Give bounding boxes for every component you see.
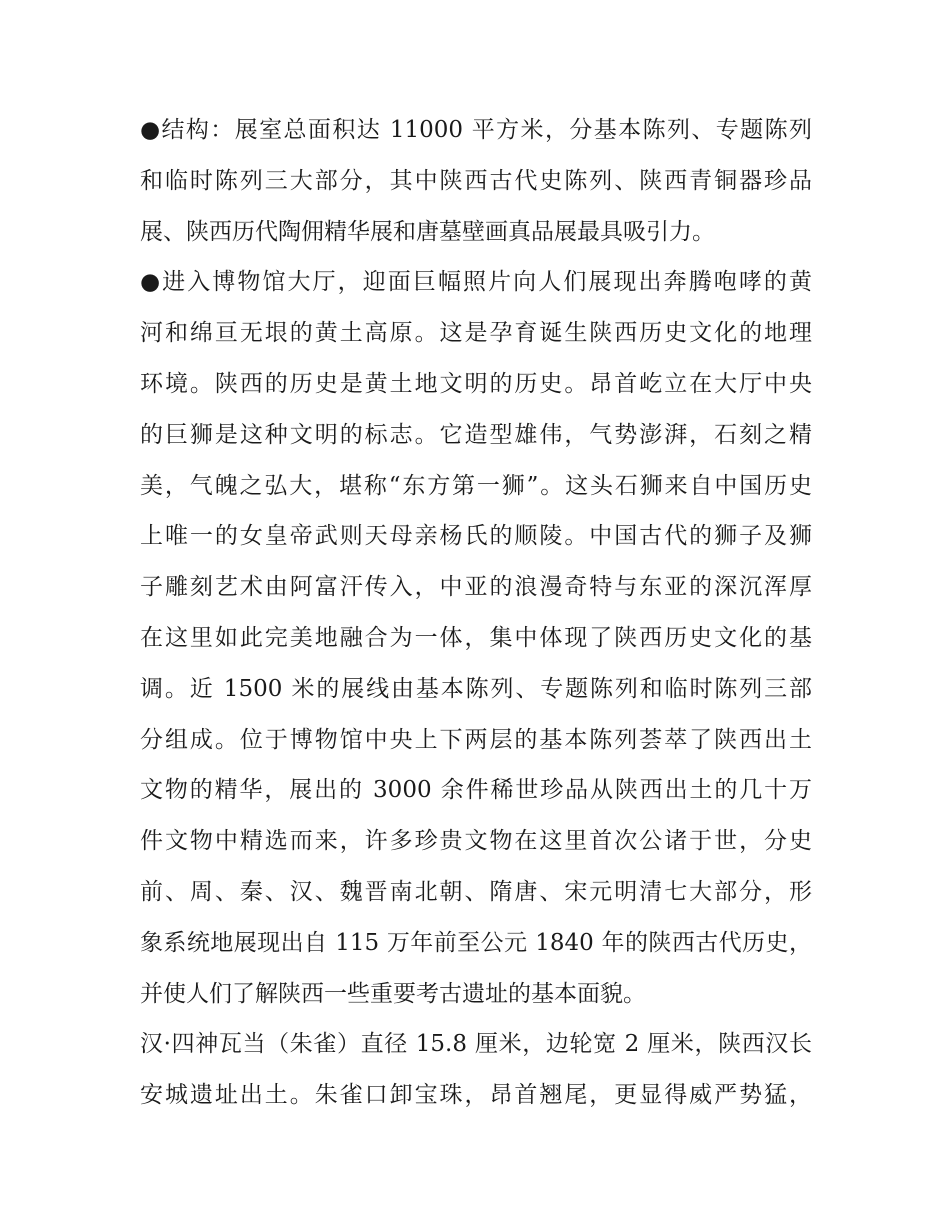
- text-line: 调。近 1500 米的展线由基本陈列、专题陈列和临时陈列三部: [140, 675, 812, 702]
- text-line: 前、周、秦、汉、魏晋南北朝、隋唐、宋元明清七大部分，形: [140, 878, 812, 905]
- text-line: 的巨狮是这种文明的标志。它造型雄伟，气势澎湃，石刻之精: [140, 421, 812, 448]
- text-line: ●结构：展室总面积达 11000 平方米，分基本陈列、专题陈列: [140, 117, 812, 143]
- text-line: 和临时陈列三大部分，其中陕西古代史陈列、陕西青铜器珍品: [140, 167, 812, 194]
- text-line: 汉·四神瓦当（朱雀）直径 15.8 厘米，边轮宽 2 厘米，陕西汉长: [140, 1031, 812, 1058]
- text-line: 环境。陕西的历史是黄土地文明的历史。昂首屹立在大厅中央: [140, 370, 812, 397]
- text-line: 安城遗址出土。朱雀口卸宝珠，昂首翘尾，更显得威严势猛，: [140, 1082, 812, 1109]
- text-line: 河和绵亘无垠的黄土高原。这是孕育诞生陕西历史文化的地理: [140, 320, 812, 347]
- text-line: 子雕刻艺术由阿富汗传入，中亚的浪漫奇特与东亚的深沉浑厚: [140, 574, 812, 601]
- text-line: 在这里如此完美地融合为一体，集中体现了陕西历史文化的基: [140, 624, 812, 651]
- paragraph-museum-hall: [140, 257, 812, 1019]
- text-line: 文物的精华，展出的 3000 余件稀世珍品从陕西出土的几十万: [140, 777, 812, 804]
- text-line: 展、陕西历代陶佣精华展和唐墓壁画真品展最具吸引力。: [140, 218, 715, 245]
- text-line: 件文物中精选而来，许多珍贵文物在这里首次公诸于世，分史: [140, 828, 812, 855]
- text-line: 并使人们了解陕西一些重要考古遗址的基本面貌。: [140, 980, 646, 1007]
- paragraph-roof-tile: [140, 1019, 812, 1121]
- text-line: 象系统地展现出自 115 万年前至公元 1840 年的陕西古代历史，: [140, 929, 812, 956]
- text-line: ●进入博物馆大厅，迎面巨幅照片向人们展现出奔腾咆哮的黄: [140, 269, 812, 296]
- text-line: 分组成。位于博物馆中央上下两层的基本陈列荟萃了陕西出土: [140, 726, 812, 753]
- document-body: [140, 105, 812, 1121]
- paragraph-structure: [140, 105, 812, 257]
- text-line: 上唯一的女皇帝武则天母亲杨氏的顺陵。中国古代的狮子及狮: [140, 523, 812, 550]
- text-line: 美，气魄之弘大，堪称“东方第一狮”。这头石狮来自中国历史: [140, 472, 812, 499]
